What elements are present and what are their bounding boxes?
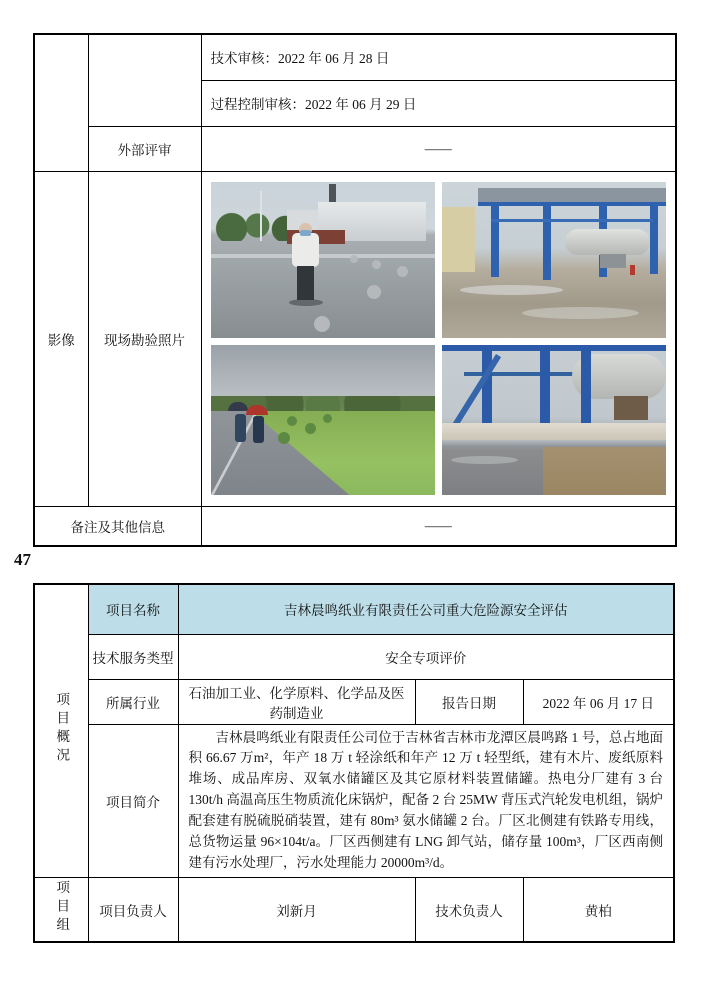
wet-ground-reflection [451,456,518,464]
diagonal-brace [449,354,500,431]
tech-review-cell: 技术审核：2022 年 06 月 28 日 [201,34,676,80]
report-date-label: 报告日期 [415,679,523,724]
bollard-sphere [372,260,381,269]
inspector-face-mask [300,230,311,236]
blue-beam [442,345,666,351]
small-tree [278,432,290,444]
site-photo-tank-canopy [442,182,666,338]
service-type-label: 技术服务类型 [88,634,178,679]
small-tree [305,423,316,434]
project-overview-table [33,583,675,943]
fire-hydrant [630,265,635,275]
yellow-building [442,207,476,273]
tech-leader-value: 黄柏 [523,877,674,942]
process-review-cell: 过程控制审核：2022 年 06 月 29 日 [201,80,676,126]
bollard-sphere [367,285,381,299]
site-photo-steel-frame-tank [442,345,666,495]
wet-ground-reflection [460,285,563,295]
curb-line [211,254,435,258]
horizontal-pipe [442,440,666,447]
project-team-section-label: 项目组 [54,879,70,936]
project-name-value: 吉林晨鸣纸业有限责任公司重大危险源安全评估 [178,584,674,634]
site-photos-label: 现场勘验照片 [88,171,201,506]
blue-column [543,202,551,280]
wet-ground-reflection [522,307,639,319]
review-media-table [33,33,677,547]
site-photo-grid [202,175,676,502]
industry-label: 所属行业 [88,679,178,724]
project-summary-label: 项目简介 [88,724,178,877]
walking-person [253,416,264,443]
project-summary-cell [178,724,674,877]
small-tree [323,414,332,423]
tank-support [614,396,648,420]
small-tree [287,416,297,426]
bollard-sphere [350,255,358,263]
project-leader-value: 刘新月 [178,877,415,942]
remarks-label: 备注及其他信息 [34,506,201,546]
project-team-section-cell [34,877,88,942]
review-section-empty-cell [34,34,88,171]
service-type-value: 安全专项评价 [178,634,674,679]
tech-leader-label: 技术负责人 [415,877,523,942]
project-name-label: 项目名称 [88,584,178,634]
external-review-label: 外部评审 [88,126,201,171]
inspector-jacket [292,233,319,267]
walking-person [235,414,246,442]
site-photo-lawn-walkway [211,345,435,495]
external-review-value: —— [201,126,676,171]
project-overview-section-cell [34,584,88,877]
project-leader-label: 项目负责人 [88,877,178,942]
inspector-pants [297,266,314,300]
item-number: 47 [14,550,31,569]
remarks-value: —— [201,506,676,546]
flagpole [260,191,262,241]
bollard-sphere [397,266,408,277]
report-date-value: 2022 年 06 月 17 日 [523,679,674,724]
media-row-label: 影像 [34,171,88,506]
project-overview-section-label: 项目概况 [54,691,70,766]
site-photo-plant-entrance-inspector [211,182,435,338]
tank-support [600,254,626,268]
site-photos-cell [201,171,676,506]
project-summary-text: 吉林晨鸣纸业有限责任公司位于吉林省吉林市龙潭区晨鸣路 1 号，总占地面积 66.67 万m²，年产 18 万 t 轻涂纸和年产 12 万 t 轻型纸，建有木片、废纸原料堆场、成品库房、双氧水储罐区及其它原材料装置储罐。热电分厂建有 3 台 130t/h 高温高压生物质流化床锅炉，配备 2 台 25MW 背压式汽轮发电机组，锅炉配套建有脱硫脱硝装置，建有 80m³ 氨水储罐 2 台。厂区北侧建有铁路专用线，总货物运量 96×104t/a。厂区西侧建有 LNG 卸气站，储存量 100m³，厂区西南侧建有污水处理厂，污水处理能力 20000m³/d。 [188,729,664,871]
review-label-empty-cell [88,34,201,126]
horizontal-storage-tank [565,229,650,256]
blue-column [581,345,591,435]
blue-column [491,202,499,277]
blue-truss [491,219,652,222]
industry-value: 石油加工业、化学原料、化学品及医药制造业 [178,679,415,724]
canopy-roof-beam [478,202,666,206]
muddy-ground [543,447,666,495]
blue-column [650,202,658,274]
bollard-sphere [314,316,330,332]
